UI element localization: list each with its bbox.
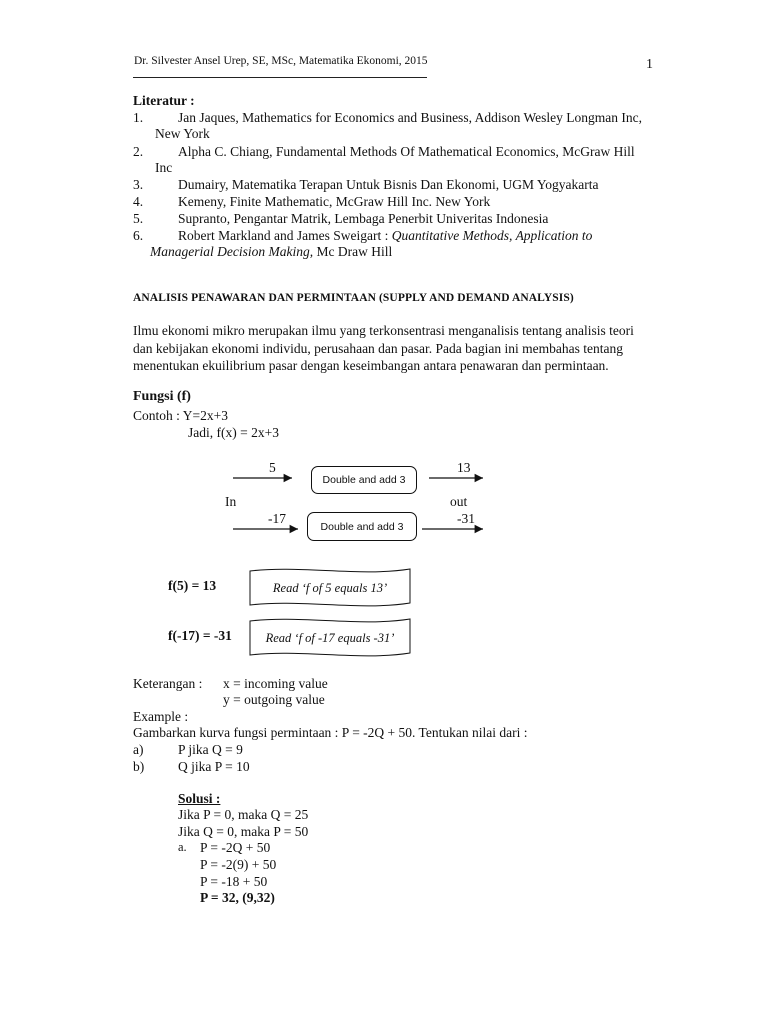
paragraph-line: dan kebijakan ekonomi individu, perusahaan dan pasar. Pada bagian ini membahas tentang xyxy=(133,341,623,356)
diagram-input-value-1: 5 xyxy=(269,460,276,475)
reference-book-title: Managerial Decision Making, xyxy=(150,244,314,259)
keterangan-label: Keterangan : xyxy=(133,676,203,691)
header-author-line: Dr. Silvester Ansel Urep, SE, MSc, Matematika Ekonomi, 2015 xyxy=(134,55,428,67)
reference-number: 5. xyxy=(133,211,144,226)
reference-book-title: Quantitative Methods, Application to xyxy=(391,228,593,243)
fungsi-heading: Fungsi (f) xyxy=(133,389,191,404)
solusi-step: P = -18 + 50 xyxy=(200,874,268,889)
paragraph-line: menentukan ekuilibrium pasar dengan keseimbangan antara penawaran dan permintaan. xyxy=(133,358,609,373)
keterangan-x: x = incoming value xyxy=(223,676,328,691)
expression-f5: f(5) = 13 xyxy=(168,578,217,593)
reference-text: Jan Jaques, Mathematics for Economics and Business, Addison Wesley Longman Inc, xyxy=(178,110,642,125)
solusi-line: Jika P = 0, maka Q = 25 xyxy=(178,807,309,822)
jadi-line: Jadi, f(x) = 2x+3 xyxy=(188,425,279,440)
reference-number: 1. xyxy=(133,110,144,125)
reference-number: 6. xyxy=(133,228,144,243)
reference-text: Supranto, Pengantar Matrik, Lembaga Penerbit Univeritas Indonesia xyxy=(178,211,549,226)
read-text-2: Read ‘f of -17 equals -31’ xyxy=(265,630,395,645)
example-item-b-marker: b) xyxy=(133,759,145,774)
expression-f-17: f(-17) = -31 xyxy=(168,628,232,643)
solusi-step: P = -2Q + 50 xyxy=(200,840,271,855)
solusi-heading: Solusi : xyxy=(178,791,221,806)
diagram-output-value-2: -31 xyxy=(457,511,475,526)
diagram-input-value-2: -17 xyxy=(268,511,286,526)
reference-authors: Robert Markland and James Sweigart : xyxy=(178,228,392,243)
diagram-output-value-1: 13 xyxy=(457,460,471,475)
example-item-a-marker: a) xyxy=(133,742,144,757)
reference-number: 4. xyxy=(133,194,144,209)
example-item-a-text: P jika Q = 9 xyxy=(178,742,243,757)
solusi-step: P = -2(9) + 50 xyxy=(200,857,277,872)
literature-title: Literatur : xyxy=(133,93,195,108)
contoh-line: Contoh : Y=2x+3 xyxy=(133,408,228,423)
diagram-in-label: In xyxy=(225,494,237,509)
reference-text: Kemeny, Finite Mathematic, McGraw Hill Inc. New York xyxy=(178,194,491,209)
reference-publisher: Mc Draw Hill xyxy=(313,244,393,259)
solusi-result: P = 32, (9,32) xyxy=(200,890,275,905)
reference-text: Inc xyxy=(155,160,173,175)
read-text-1: Read ‘f of 5 equals 13’ xyxy=(272,580,388,595)
section-title: ANALISIS PENAWARAN DAN PERMINTAAN (SUPPLY AND DEMAND ANALYSIS) xyxy=(133,292,574,304)
reference-text: Dumairy, Matematika Terapan Untuk Bisnis Dan Ekonomi, UGM Yogyakarta xyxy=(178,177,599,192)
keterangan-y: y = outgoing value xyxy=(223,692,325,707)
solusi-line: Jika Q = 0, maka P = 50 xyxy=(178,824,309,839)
reference-text: New York xyxy=(155,126,210,141)
function-box-bottom: Double and add 3 xyxy=(307,512,417,541)
paragraph-line: Ilmu ekonomi mikro merupakan ilmu yang terkonsentrasi menganalisis tentang analisis teori xyxy=(133,323,634,338)
function-box-top: Double and add 3 xyxy=(311,466,417,494)
reference-text: Alpha C. Chiang, Fundamental Methods Of Mathematical Economics, McGraw Hill xyxy=(178,144,635,159)
example-item-b-text: Q jika P = 10 xyxy=(178,759,250,774)
diagram-out-label: out xyxy=(450,494,468,509)
reference-number: 2. xyxy=(133,144,144,159)
solusi-a-marker: a. xyxy=(178,840,187,854)
page-number: 1 xyxy=(646,57,653,72)
example-question: Gambarkan kurva fungsi permintaan : P = -2Q + 50. Tentukan nilai dari : xyxy=(133,725,528,740)
reference-number: 3. xyxy=(133,177,144,192)
example-label: Example : xyxy=(133,709,189,724)
